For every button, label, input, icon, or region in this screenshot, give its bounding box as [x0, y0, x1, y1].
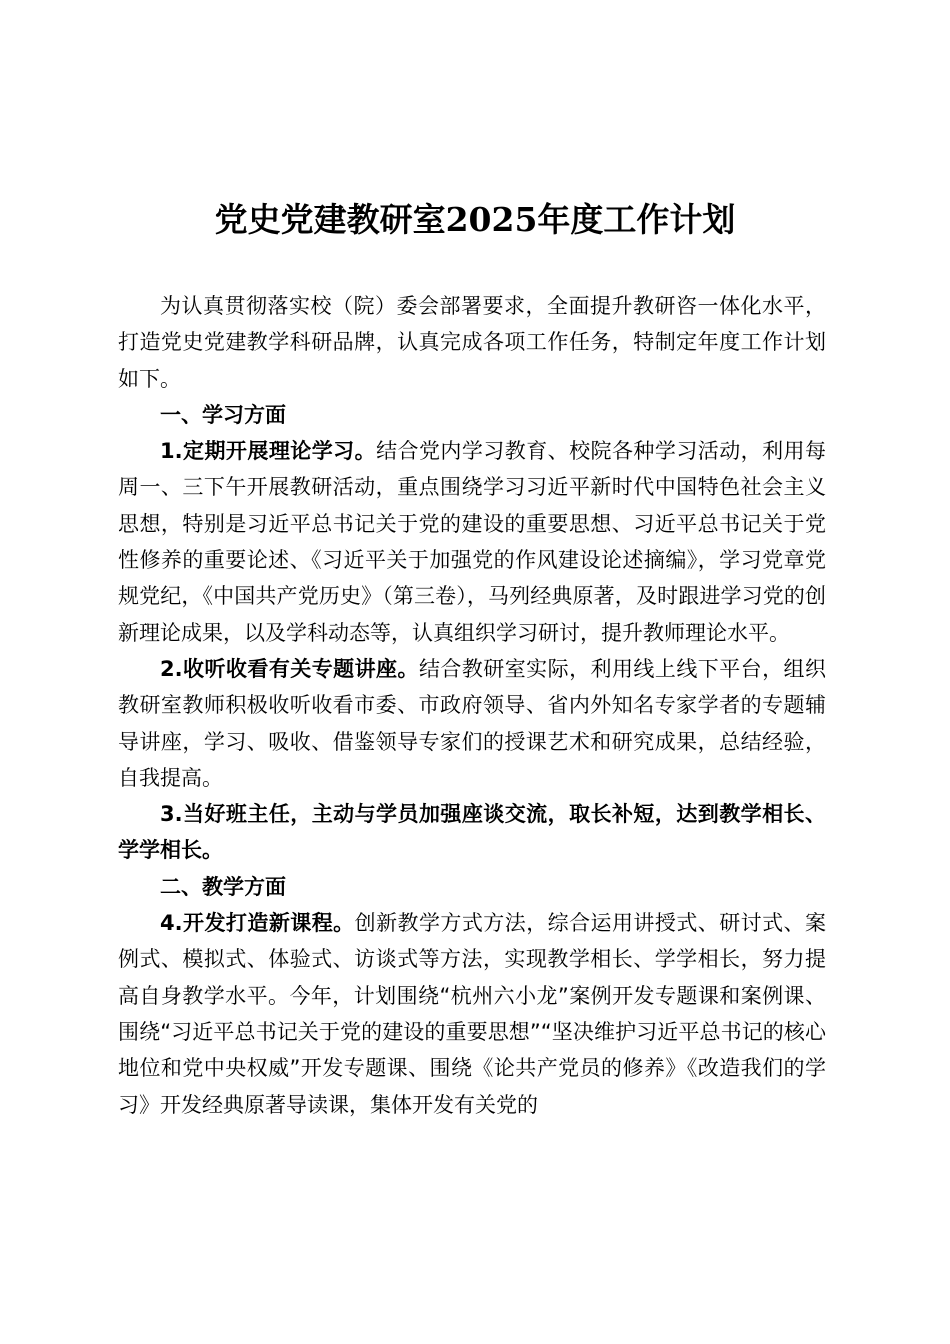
- item-paragraph-1: [118, 433, 826, 651]
- paragraph-lead: 4.开发打造新课程。: [160, 911, 355, 936]
- paragraph-lead: 1.定期开展理论学习。: [160, 439, 377, 464]
- item-paragraph-4: [118, 905, 826, 1123]
- paragraph-lead: 3.当好班主任，主动与学员加强座谈交流，取长补短，达到教学相长、学学相长。: [118, 802, 826, 863]
- section-heading-study: [118, 397, 826, 433]
- paragraph-text: 为认真贯彻落实校（院）委会部署要求，全面提升教研咨一体化水平，打造党史党建教学科研品牌，认真完成各项工作任务，特制定年度工作计划如下。: [118, 294, 826, 391]
- intro-paragraph: [118, 288, 826, 397]
- item-paragraph-2: [118, 651, 826, 796]
- document-title: 党史党建教研室2025年度工作计划: [214, 200, 736, 239]
- paragraph-text: 创新教学方式方法，综合运用讲授式、研讨式、案例式、模拟式、体验式、访谈式等方法，实现教学相长、学学相长，努力提高自身教学水平。今年，计划围绕“杭州六小龙”案例开发专题课和案例课、围绕“习近平总书记关于党的建设的重要思想”“坚决维护习近平总书记的核心地位和党中央权威”开发专题课、围绕《论共产党员的修养》《改造我们的学习》开发经典原著导读课，集体开发有关党的: [118, 911, 827, 1117]
- heading-text: 二、教学方面: [160, 874, 286, 899]
- document-body: [118, 288, 826, 1123]
- paragraph-text: 结合党内学习教育、校院各种学习活动，利用每周一、三下午开展教研活动，重点围绕学习习近平新时代中国特色社会主义思想，特别是习近平总书记关于党的建设的重要思想、习近平总书记关于党性修养的重要论述、《习近平关于加强党的作风建设论述摘编》，学习党章党规党纪，《中国共产党历史》（第三卷），马列经典原著，及时跟进学习党的创新理论成果，以及学科动态等，认真组织学习研讨，提升教师理论水平。: [118, 439, 826, 645]
- paragraph-lead: 2.收听收看有关专题讲座。: [160, 656, 419, 681]
- section-heading-teaching: [118, 869, 826, 905]
- heading-text: 一、学习方面: [160, 402, 286, 427]
- paragraph-text: 结合教研室实际，利用线上线下平台，组织教研室教师积极收听收看市委、市政府领导、省内外知名专家学者的专题辅导讲座，学习、吸收、借鉴领导专家们的授课艺术和研究成果，总结经验，自我提高。: [118, 656, 826, 790]
- item-paragraph-3: [118, 796, 826, 869]
